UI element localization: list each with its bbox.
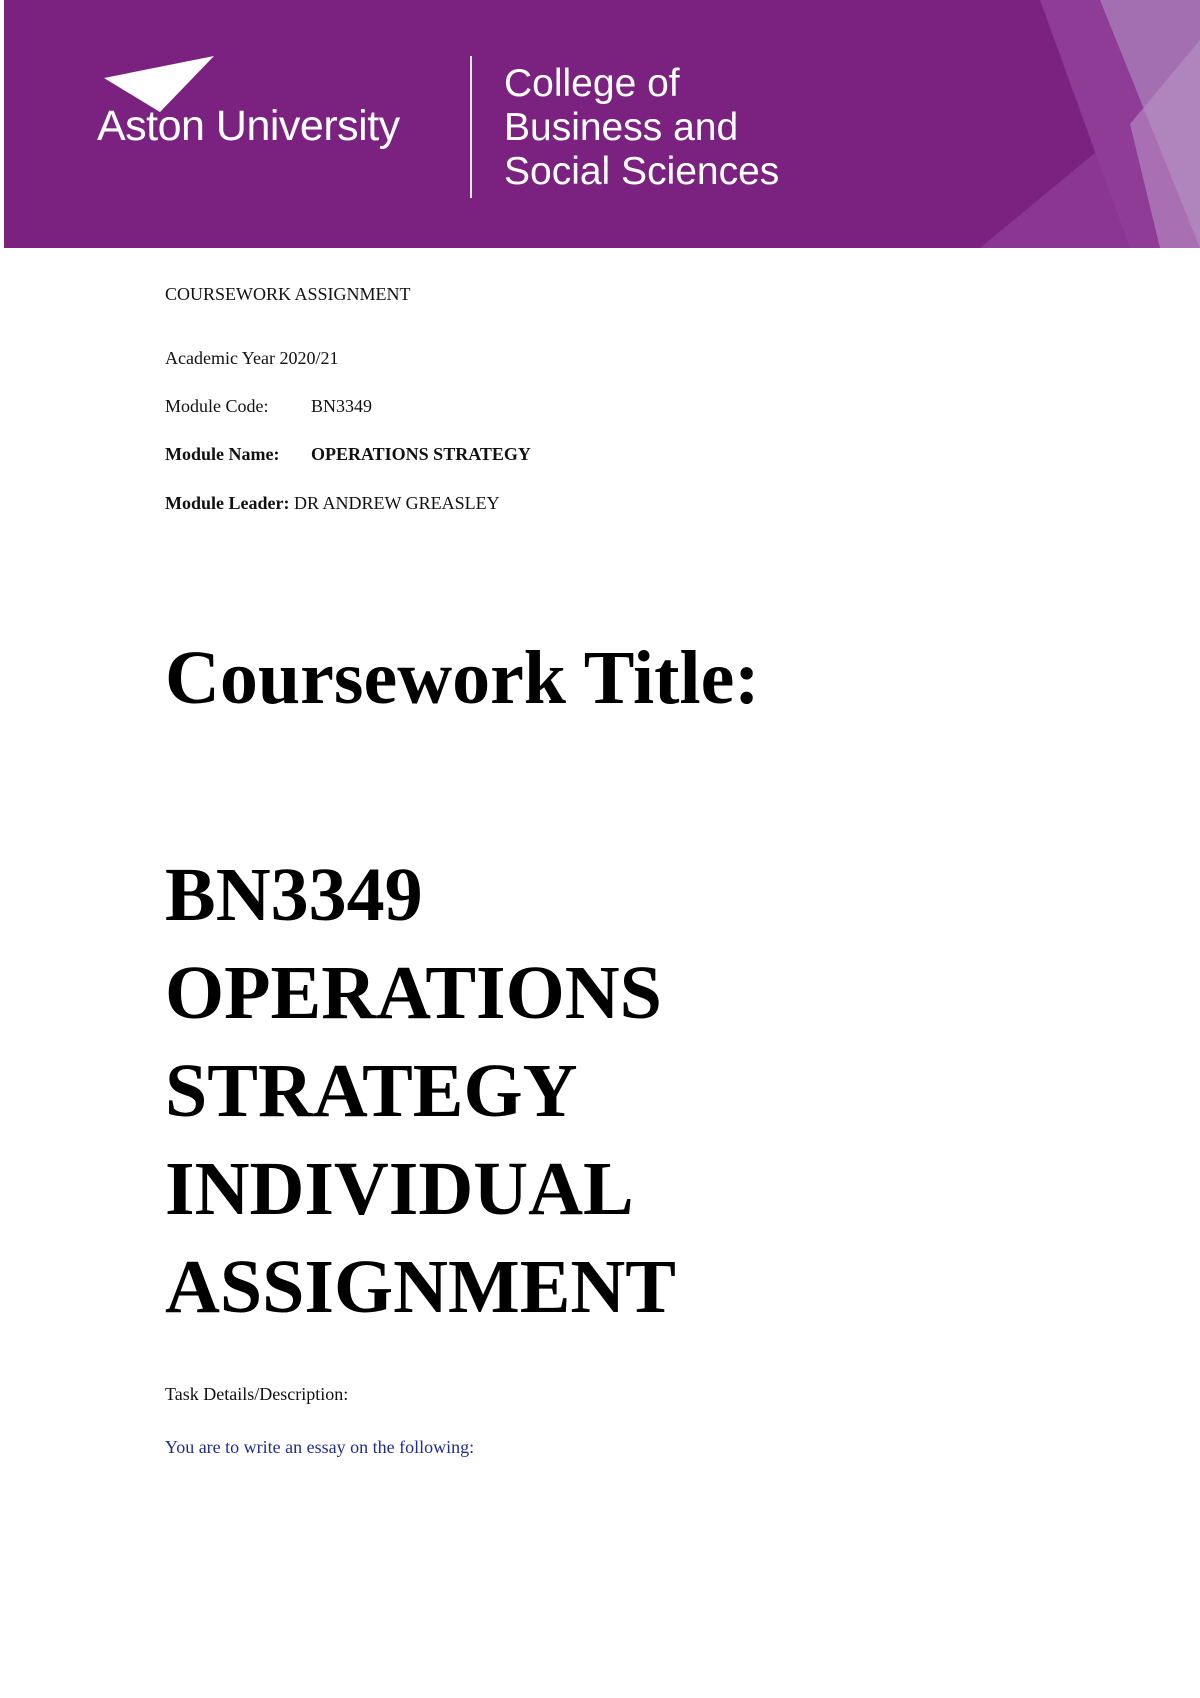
task-details-label: Task Details/Description: [165,1384,349,1404]
module-name-row [165,444,531,465]
coursework-title-heading: Coursework Title: [165,636,760,720]
module-code-label: Module Code: [165,396,269,416]
header-banner [4,0,1200,248]
module-leader-value: DR ANDREW GREASLEY [293,493,500,513]
logo-divider [470,56,472,198]
college-name-line-1: College of [504,62,680,105]
coursework-title [165,846,676,1336]
title-line: BN3349 [165,853,423,937]
academic-year: Academic Year 2020/21 [165,348,339,368]
task-intro-text: You are to write an essay on the following: [165,1437,475,1457]
title-line: ASSIGNMENT [165,1245,676,1329]
university-name: Aston University [97,102,400,150]
module-leader-label: Module Leader: [165,493,290,513]
college-name-line-2: Business and [504,106,739,149]
module-code-value: BN3349 [311,396,373,416]
college-name-line-3: Social Sciences [504,150,780,193]
decorative-triangles-graphic [980,0,1200,248]
module-name-value: OPERATIONS STRATEGY [311,444,531,464]
module-code-row [165,396,372,417]
module-name-label: Module Name: [165,444,280,464]
module-leader-row [165,493,500,514]
document-type-label: COURSEWORK ASSIGNMENT [165,284,411,304]
title-line: OPERATIONS [165,951,662,1035]
title-line: INDIVIDUAL [165,1147,634,1231]
title-line: STRATEGY [165,1049,578,1133]
